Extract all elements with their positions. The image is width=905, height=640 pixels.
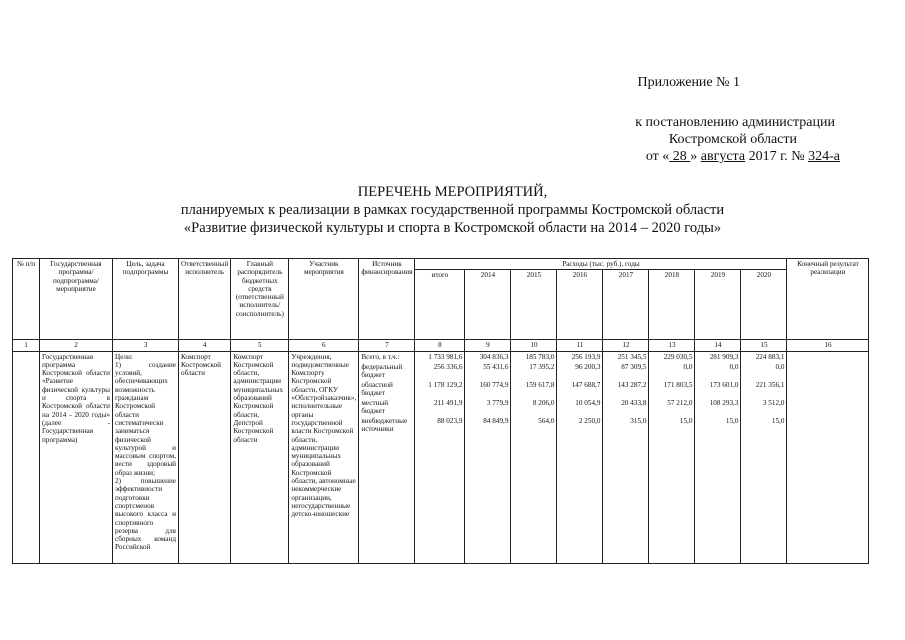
doc-title-line1: ПЕРЕЧЕНЬ МЕРОПРИЯТИЙ,: [357, 184, 548, 200]
date-prefix: от «: [645, 149, 670, 164]
value: 2 250,0: [578, 416, 601, 425]
col-number: 10: [511, 340, 557, 351]
value: 159 617,8: [525, 380, 555, 389]
col-number: 7: [359, 340, 415, 351]
value: 57 212,0: [667, 398, 693, 407]
col-number: 5: [231, 340, 289, 351]
value: 3 512,0: [762, 398, 785, 407]
doc-title-line2: планируемых к реализации в рамках государственной программы Костромской области: [180, 202, 725, 218]
col-number: 13: [649, 340, 695, 351]
col-number: 8: [415, 340, 465, 351]
value: 17 395,2: [529, 362, 555, 371]
col-number: 6: [289, 340, 359, 351]
value: 229 030,5: [663, 352, 693, 361]
manager-cell: Комспорт Костромской области, администрации муниципальных образований Костромской области, Депстрой Костромской области: [231, 351, 289, 563]
source-label: областной бюджет: [361, 380, 393, 397]
year-2015-cell: [511, 351, 557, 563]
header-manager: Главный распорядитель бюджетных средств (ответственный исполнитель/соисполнитель): [231, 259, 289, 340]
header-year: 2020: [741, 270, 787, 340]
header-year: 2015: [511, 270, 557, 340]
value: 171 803,5: [663, 380, 693, 389]
year-2019-cell: [695, 351, 741, 563]
value: 15,0: [771, 416, 785, 425]
year-2017-cell: [603, 351, 649, 563]
header-expenses: Расходы (тыс. руб.), годы: [415, 259, 787, 270]
value: 55 431,6: [483, 362, 509, 371]
col-number: 3: [113, 340, 179, 351]
value: 0,0: [729, 362, 739, 371]
date-mid: »: [690, 149, 698, 164]
header-program: Государственная программа/ подпрограмма/ мероприятие: [40, 259, 113, 340]
col-number: 12: [603, 340, 649, 351]
row-num-cell: [13, 351, 40, 563]
col-number: 9: [465, 340, 511, 351]
measures-table: [12, 258, 869, 564]
header-year: 2018: [649, 270, 695, 340]
resolution-line: к постановлению администрации: [635, 115, 835, 130]
date-year: 2017 г. №: [745, 149, 809, 164]
result-cell: [787, 351, 869, 563]
value: 256 193,9: [571, 352, 601, 361]
col-number: 15: [741, 340, 787, 351]
col-number: 2: [40, 340, 113, 351]
value: 147 688,7: [571, 380, 601, 389]
value: 315,0: [630, 416, 647, 425]
program-cell: Государственная программа Костромской области «Развитие физической культуры и спорта в Костромской области на 2014 - 2020 годы» (далее - Государственная программа): [40, 351, 113, 563]
header-year: 2014: [465, 270, 511, 340]
value: 256 336,6: [433, 362, 463, 371]
value: 10 054,9: [575, 398, 601, 407]
header-year: 2017: [603, 270, 649, 340]
value: 1 178 129,2: [428, 380, 463, 389]
value: 3 779,9: [486, 398, 509, 407]
region-line: Костромской области: [668, 132, 797, 147]
header-total: итого: [415, 270, 465, 340]
value: 143 287,2: [617, 380, 647, 389]
value: 84 849,9: [483, 416, 509, 425]
appendix-label: Приложение № 1: [637, 75, 740, 90]
value: 224 883,1: [755, 352, 785, 361]
value: 251 345,5: [617, 352, 647, 361]
header-responsible: Ответственный исполнитель: [179, 259, 231, 340]
doc-title-line3: «Развитие физической культуры и спорта в Костромской области на 2014 – 2020 годы»: [183, 220, 722, 236]
value: 564,0: [538, 416, 555, 425]
header-source: Источник финансирования: [359, 259, 415, 340]
value: 185 783,0: [525, 352, 555, 361]
date-month: августа: [700, 149, 746, 164]
value: 0,0: [683, 362, 693, 371]
goal-cell: Цели: 1) создание условий, обеспечивающих возможность гражданам Костромской области систематически заниматься физической культурой и массовым спортом, вести здоровый образ жизни; 2) повышение эффективности подготовки спортсменов высокого класса и спортивного резерва для сборных команд Российской: [113, 351, 179, 563]
source-cell: [359, 351, 415, 563]
col-number: 11: [557, 340, 603, 351]
total-cell: [415, 351, 465, 563]
header-goal: Цель, задача подпрограммы: [113, 259, 179, 340]
header-year: 2016: [557, 270, 603, 340]
value: 15,0: [679, 416, 693, 425]
col-number: 1: [13, 340, 40, 351]
value: 108 293,3: [709, 398, 739, 407]
value: 96 200,3: [575, 362, 601, 371]
col-number: 16: [787, 340, 869, 351]
source-label: местный бюджет: [361, 398, 389, 415]
value: 281 909,3: [709, 352, 739, 361]
value: 221 356,1: [755, 380, 785, 389]
year-2020-cell: [741, 351, 787, 563]
table-row: [13, 351, 869, 563]
responsible-cell: Комспорт Костромской области: [179, 351, 231, 563]
value: 20 433,8: [621, 398, 647, 407]
header-num: № п/п: [13, 259, 40, 340]
year-2018-cell: [649, 351, 695, 563]
source-label: внебюджетные источники: [361, 416, 408, 433]
header-year: 2019: [695, 270, 741, 340]
header-participant: Участник мероприятия: [289, 259, 359, 340]
col-number: 14: [695, 340, 741, 351]
source-label: Всего, в т.ч.:: [361, 352, 400, 361]
header-result: Конечный результат реализации: [787, 259, 869, 340]
value: 8 206,0: [532, 398, 555, 407]
year-2016-cell: [557, 351, 603, 563]
value: 15,0: [725, 416, 739, 425]
value: 0,0: [775, 362, 785, 371]
value: 160 774,9: [479, 380, 509, 389]
col-number: 4: [179, 340, 231, 351]
value: 1 733 981,6: [428, 352, 463, 361]
participant-cell: Учреждения, подведомственные Комспорту Костромской области, ОГКУ «Облстройзаказчик», исполнительные органы государственной власти Костромской области, администрации муниципальных образований Костромской области, автономные некоммерческие организации, негосударственные детско-юношеские: [289, 351, 359, 563]
source-label: федеральный бюджет: [361, 362, 403, 379]
date-day: 28: [669, 149, 691, 164]
value: 211 491,9: [433, 398, 463, 407]
value: 173 601,0: [709, 380, 739, 389]
date-number: 324-а: [808, 149, 840, 164]
date-line: [560, 148, 840, 165]
value: 87 309,5: [621, 362, 647, 371]
year-2014-cell: [465, 351, 511, 563]
value: 88 023,9: [437, 416, 463, 425]
value: 304 836,3: [479, 352, 509, 361]
